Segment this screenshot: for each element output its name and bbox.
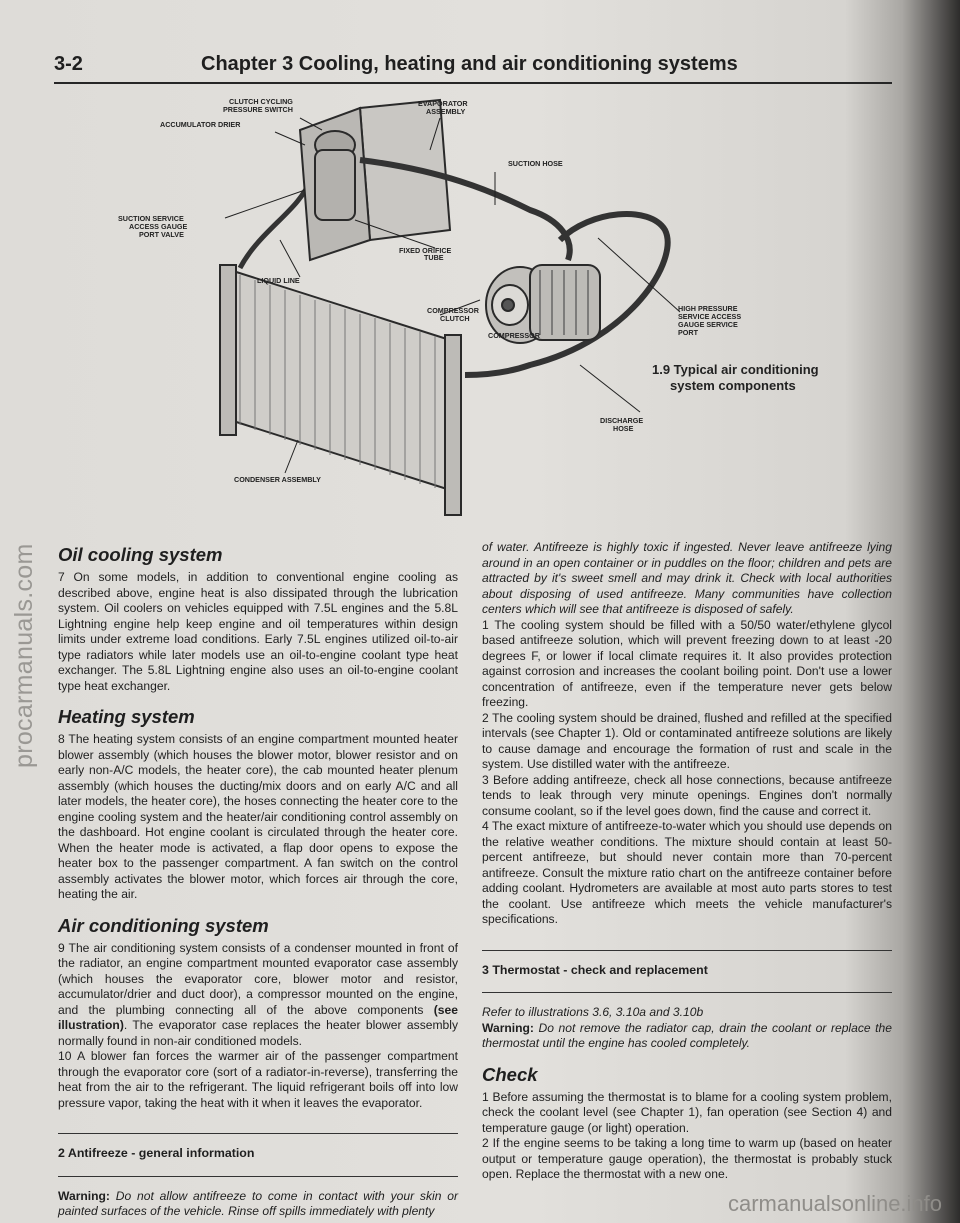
label-evaporator-2: ASSEMBLY	[426, 107, 466, 116]
label-suction-hose: SUCTION HOSE	[508, 159, 563, 168]
label-fixed-orifice-1: FIXED ORIFICE	[399, 246, 452, 255]
label-clutch-switch-1: CLUTCH CYCLING	[229, 97, 293, 106]
antifreeze-paragraph-1: 1 The cooling system should be filled with a 50/50 water/ethylene glycol based antifreeze solution, which will prevent freezing down to at least -20 degrees F, or lower if local climate requires it. It also provides protection against corrosion and increases the coolant boiling point. Don't use a lower concentration of antifreeze, even if the temperature never gets below freezing.	[482, 617, 892, 709]
check-heading: Check	[482, 1063, 538, 1085]
antifreeze-warning-continued: of water. Antifreeze is highly toxic if ingested. Never leave antifreeze lying around in an open container or in puddles on the floor; children and pets are attracted by it's sweet smell and may drink it. Check with local authorities about disposing of used antifreeze. Many communities have collection centers which will see that antifreeze is disposed of safely.	[482, 540, 892, 616]
ac-paragraph-10: 10 A blower fan forces the warmer air of the passenger compartment through the evaporator core (sort of a radiator-in-reverse), transferring the heat from the air to the refrigerant. The liquid refrigerant boils off into low pressure vapor, taking the heat with it when it leaves the evaporator.	[58, 1049, 458, 1110]
page-number: 3-2	[54, 53, 83, 75]
ac-system-diagram	[110, 90, 850, 530]
check-paragraph-1: 1 Before assuming the thermostat is to blame for a cooling system problem, check the coolant level (see Chapter 1), fan operation (see Section 4) and temperature gauge (or light) operation.	[482, 1089, 892, 1135]
antifreeze-paragraph-4: 4 The exact mixture of antifreeze-to-water which you should use depends on the relative weather conditions. The mixture should contain at least 50-percent antifreeze, but should never contain more than 70-percent antifreeze. Consult the mixture ratio chart on the antifreeze container before adding coolant. Hydrometers are available at most auto parts stores to test the coolant. Use antifreeze which meets the vehicle manufacturer's specifications.	[482, 819, 892, 926]
label-high-pressure-3: GAUGE SERVICE	[678, 320, 738, 329]
oil-cooling-heading: Oil cooling system	[58, 544, 223, 565]
right-column	[482, 540, 892, 1183]
figure-caption-line2: system components	[670, 378, 796, 393]
oil-cooling-paragraph: 7 On some models, in addition to conventional engine cooling as described above, engine heat is also dissipated through the lubrication system. Oil coolers on vehicles equipped with 7.5L engines and the 5.8L Lightning engine help keep engine and oil temperatures within design limits under extreme load conditions. Early 7.5L engines utilized oil-to-air type radiators while later models use an oil-to-engine coolant type heat exchanger. The 5.8L Lightning engine also uses an oil-to-engine coolant type heat exchanger.	[58, 570, 458, 693]
label-discharge-1: DISCHARGE	[600, 416, 644, 425]
antifreeze-paragraph-2: 2 The cooling system should be drained, flushed and refilled at the specified intervals (see Chapter 1). Old or contaminated antifreeze solutions are likely to cause damage and encourage the formation of rust and scale in the system. Use distilled water with the antifreeze.	[482, 710, 892, 771]
antifreeze-paragraph-3: 3 Before adding antifreeze, check all hose connections, because antifreeze tends to leak through very minute openings. Engines don't normally consume coolant, so if the level goes down, find the cause and correct it.	[482, 772, 892, 818]
label-high-pressure-1: HIGH PRESSURE	[678, 304, 738, 313]
label-liquid-line: LIQUID LINE	[257, 276, 300, 285]
thermostat-warning: Warning: Do not remove the radiator cap, drain the coolant or replace the thermostat until the engine has cooled completely.	[482, 1020, 892, 1050]
label-suction-service-1: SUCTION SERVICE	[118, 214, 184, 223]
label-evaporator-1: EVAPORATOR	[418, 99, 468, 108]
label-suction-service-3: PORT VALVE	[139, 230, 184, 239]
label-high-pressure-4: PORT	[678, 328, 698, 337]
label-condenser: CONDENSER ASSEMBLY	[234, 475, 321, 484]
see-illustration-ref: (see illustration)	[58, 1002, 458, 1032]
label-compressor-clutch-1: COMPRESSOR	[427, 306, 479, 315]
refer-illustrations: Refer to illustrations 3.6, 3.10a and 3.10b	[482, 1005, 704, 1019]
label-compressor: COMPRESSOR	[488, 331, 540, 340]
label-compressor-clutch-2: CLUTCH	[440, 314, 470, 323]
label-high-pressure-2: SERVICE ACCESS	[678, 312, 742, 321]
heating-paragraph: 8 The heating system consists of an engine compartment mounted heater blower assembly (which houses the blower motor, blower resistor and on early non-A/C models, the heater core), the cab mounted heater plenum assembly (which houses the ducting/mix doors and on early A/C and all later models, the heater core), the hoses connecting the heater core to the engine cooling system and the heater/air conditioning control assembly on the dashboard. Hot engine coolant is circulated through the heater core. When the heater mode is activated, a flap door opens to expose the heater box to the passenger compartment. A fan switch on the control assembly activates the blower motor, which forces air through the core, heating the air.	[58, 732, 458, 901]
label-clutch-switch-2: PRESSURE SWITCH	[223, 105, 293, 114]
label-discharge-2: HOSE	[613, 424, 634, 433]
section-3-title: 3 Thermostat - check and replacement	[482, 950, 892, 994]
label-fixed-orifice-2: TUBE	[424, 253, 444, 262]
watermark-left: procarmanuals.com	[10, 543, 38, 768]
ac-heading: Air conditioning system	[58, 914, 269, 936]
left-column	[58, 540, 458, 1220]
evaporator-assembly	[300, 100, 450, 260]
label-suction-service-2: ACCESS GAUGE	[129, 222, 188, 231]
chapter-title: Chapter 3 Cooling, heating and air conditioning systems	[201, 53, 738, 75]
ac-paragraph-9: 9 The air conditioning system consists of a condenser mounted in front of the radiator, an engine compartment mounted evaporator case assembly (which houses the evaporator core, blower motor and resistor, accumulator/drier and duct door), a compressor mounted on the engine, and the plumbing connecting all of the above components (see illustration). The evaporator case replaces the heater blower assembly normally found in non-air conditioned models.	[58, 940, 458, 1048]
antifreeze-warning: Warning: Do not allow antifreeze to come in contact with your skin or painted surfaces of the vehicle. Rinse off spills immediately with plenty	[58, 1188, 458, 1218]
watermark-bottom: carmanualsonline.info	[728, 1191, 943, 1216]
check-paragraph-2: 2 If the engine seems to be taking a long time to warm up (based on heater output or temperature gauge operation), the thermostat is probably stuck open. Replace the thermostat with a new one.	[482, 1136, 892, 1181]
heating-heading: Heating system	[58, 706, 195, 727]
section-2-title: 2 Antifreeze - general information	[58, 1133, 458, 1177]
label-accumulator: ACCUMULATOR DRIER	[160, 120, 241, 129]
figure-caption-line1: 1.9 Typical air conditioning	[652, 362, 819, 377]
page-header	[54, 50, 892, 84]
